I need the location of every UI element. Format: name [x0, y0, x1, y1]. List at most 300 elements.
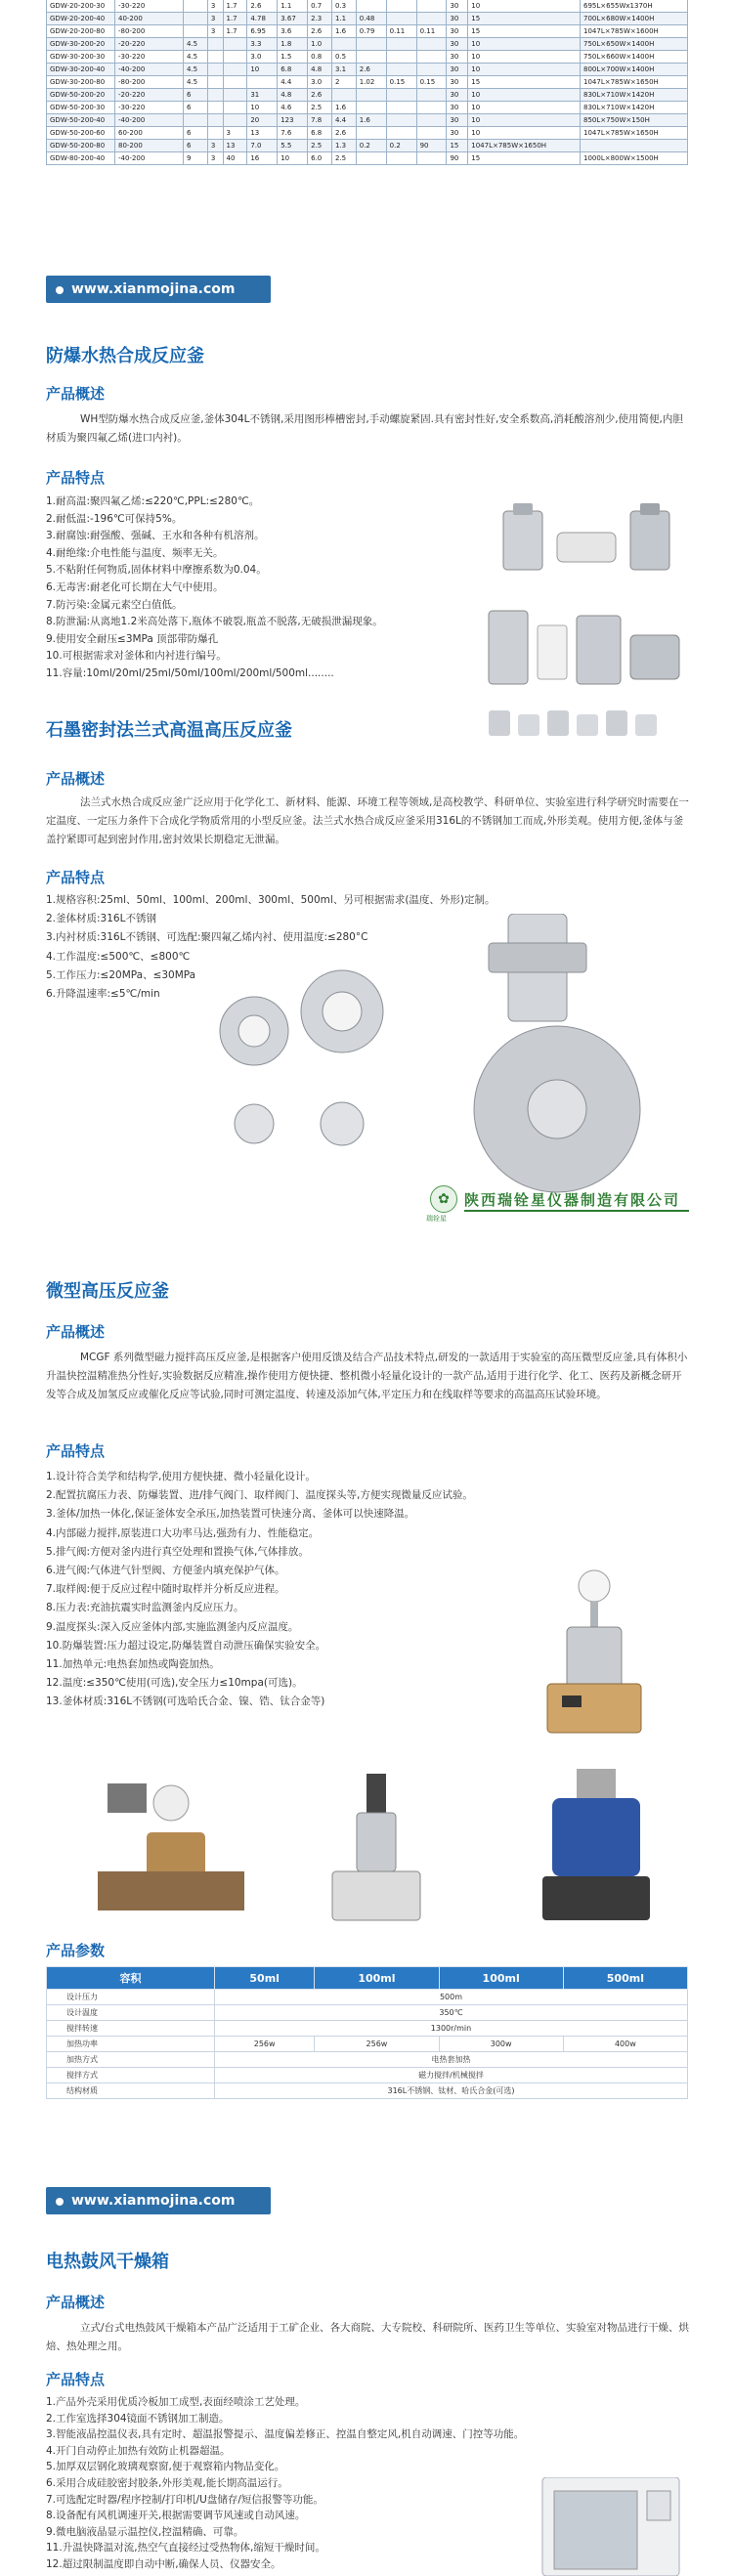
table-header-row	[47, 1967, 688, 1990]
table-cell: 0.79	[356, 25, 386, 38]
table-cell: 10	[247, 102, 278, 114]
flange-reactor-photo	[215, 914, 684, 1202]
table-cell: 30	[447, 102, 468, 114]
table-cell	[356, 38, 386, 51]
table-cell: 3.0	[247, 51, 278, 64]
table-header: 100ml	[439, 1967, 563, 1990]
table-cell	[386, 51, 416, 64]
table-cell	[416, 64, 447, 76]
stirred-reactor-photo	[323, 1769, 430, 1925]
table-row	[47, 64, 688, 76]
list-item: 3.釜体/加热一体化,保证釜体安全承压,加热装置可快速分离、釜体可以快速降温。	[46, 1508, 415, 1521]
table-cell: GDW-50-200-30	[47, 102, 115, 114]
table-cell: 1.6	[331, 102, 356, 114]
table-cell: 0.15	[416, 76, 447, 89]
table-cell: 4.5	[184, 76, 208, 89]
table-row	[47, 25, 688, 38]
table-cell: 3.0	[308, 76, 332, 89]
table-cell: 15	[468, 152, 581, 165]
table-cell: 750L×650W×1400H	[581, 38, 688, 51]
overview-text: WH型防爆水热合成反应釜,釜体304L不锈钢,采用图形棒槽密封,手动螺旋紧固.具有密封性好,安全系数高,消耗酸溶剂少,使用简便,内胆材质为聚四氟乙烯(进口内衬)。	[46, 413, 683, 444]
company-name: 陕西瑞铨星仪器制造有限公司	[464, 1191, 681, 1209]
table-cell: 10	[468, 51, 581, 64]
table-cell: 3	[207, 140, 223, 152]
table-cell: 9	[184, 152, 208, 165]
table-cell: 4.5	[184, 51, 208, 64]
table-cell	[207, 114, 223, 127]
list-item: 4.耐绝缘:介电性能与温度、频率无关。	[46, 546, 224, 559]
table-cell: 830L×710W×1420H	[581, 102, 688, 114]
table-cell	[207, 89, 223, 102]
table-cell: 40-200	[115, 13, 184, 25]
table-cell	[416, 51, 447, 64]
company-logo-icon: ✿	[430, 1185, 457, 1213]
table-cell: 10	[468, 89, 581, 102]
list-item: 6.采用合成硅胶密封胶条,外形美观,能长期高温运行。	[46, 2476, 288, 2489]
table-cell: 1047L×785W×1600H	[581, 25, 688, 38]
table-cell: 15	[468, 25, 581, 38]
row-label: 设计温度	[47, 2005, 215, 2021]
table-cell	[416, 38, 447, 51]
table-cell: GDW-30-200-20	[47, 38, 115, 51]
table-cell: 60-200	[115, 127, 184, 140]
list-item: 4.内部磁力搅拌,原装进口大功率马达,强劲有力、性能稳定。	[46, 1526, 320, 1539]
table-cell: 5.5	[278, 140, 308, 152]
list-item: 11.容量:10ml/20ml/25ml/50ml/100ml/200ml/500ml........	[46, 666, 334, 679]
list-item: 11.升温快降温对流,热空气直接经过受热物体,缩短干燥时间。	[46, 2542, 325, 2555]
list-item: 3.智能液晶控温仪表,具有定时、超温报警提示、温度偏差修正、控温自整定风,机自动调速、门控等功能。	[46, 2428, 525, 2441]
table-cell: 830L×710W×1420H	[581, 89, 688, 102]
table-cell: 695L×655Wx1370H	[581, 0, 688, 13]
table-cell: 10	[468, 38, 581, 51]
row-label: 设计压力	[47, 1990, 215, 2005]
table-cell: 0.3	[331, 0, 356, 13]
list-item: 2.釜体材质:316L不锈钢	[46, 913, 156, 925]
table-cell: 0.11	[416, 25, 447, 38]
table-cell: 16	[247, 152, 278, 165]
table-cell: 30	[447, 51, 468, 64]
jacketed-reactor-photo	[523, 1764, 669, 1925]
table-cell: 4.8	[308, 64, 332, 76]
table-cell: 13	[223, 140, 247, 152]
section-title: 电热鼓风干燥箱	[46, 2252, 169, 2272]
table-cell: 30	[447, 64, 468, 76]
overview-heading: 产品概述	[46, 1323, 106, 1341]
table-cell: 4.8	[278, 89, 308, 102]
list-item: 5.加厚双层钢化玻璃观察窗,便于观察箱内物品变化。	[46, 2461, 285, 2473]
table-cell	[331, 89, 356, 102]
table-cell: 15	[447, 140, 468, 152]
table-cell: 1047L×785W×1650H	[581, 76, 688, 89]
table-cell: 0.5	[331, 51, 356, 64]
section-title: 微型高压反应釜	[46, 1281, 169, 1302]
table-header: 50ml	[214, 1967, 314, 1990]
table-cell: 2.5	[308, 140, 332, 152]
table-cell	[207, 38, 223, 51]
overview-text: 立式/台式电热鼓风干燥箱本产品广泛适用于工矿企业、各大商院、大专院校、科研院所、医药卫生等单位、实验室对物品进行干燥、烘焙、热处理之用。	[46, 2322, 690, 2352]
table-cell	[223, 89, 247, 102]
section-title: 石墨密封法兰式高温高压反应釜	[46, 720, 292, 741]
features-list	[46, 1468, 473, 1712]
table-cell	[416, 152, 447, 165]
table-cell: 4.5	[184, 64, 208, 76]
table-cell: 0.2	[356, 140, 386, 152]
table-cell: 4.5	[184, 38, 208, 51]
table-cell	[356, 102, 386, 114]
table-row	[47, 2037, 688, 2052]
table-row	[47, 51, 688, 64]
table-cell: 30	[447, 25, 468, 38]
table-cell: 10	[468, 64, 581, 76]
row-label: 加热方式	[47, 2052, 215, 2068]
features-heading: 产品特点	[46, 1442, 106, 1460]
overview-heading: 产品概述	[46, 2294, 106, 2311]
list-item: 6.进气阀:气体进气针型阀、方便釜内填充保护气体。	[46, 1565, 285, 1577]
reactor-lineup-photo	[484, 708, 689, 738]
table-cell: 1047L×785W×1650H	[468, 140, 581, 152]
table-cell	[356, 89, 386, 102]
reactor-setup-photo	[88, 1774, 254, 1920]
table-cell: -30-220	[115, 102, 184, 114]
table-cell	[581, 140, 688, 152]
list-item: 2.配置抗腐压力表、防爆装置、进/排气阀门、取样阀门、温度探头等,方便实现微量反应试验。	[46, 1489, 473, 1502]
company-underline	[464, 1210, 689, 1212]
list-item: 4.开门自动停止加热有效防止机器超温。	[46, 2444, 231, 2457]
table-cell: 1.6	[356, 114, 386, 127]
table-cell: 1.7	[223, 25, 247, 38]
overview-heading: 产品概述	[46, 770, 106, 788]
table-cell: GDW-30-200-80	[47, 76, 115, 89]
table-cell	[207, 51, 223, 64]
table-cell	[356, 152, 386, 165]
overview-text: MCGF 系列微型磁力搅拌高压反应釜,是根据客户使用反馈及结合产品技术特点,研发的一款适用于实验室的高压微型反应釜,具有体积小升温快控温精准热分性好,实验数据反应精准,操作使用方便快捷、整机微小轻量化设计的一款产品,适用于进行化学、化工、医药及新概念研开发等合成及加氢反应或催化反应等试验,同时可测定温度、转速及添加气体,平定压力和在线取样等要求的高温高压试验环境。	[46, 1352, 688, 1400]
table-cell: 4.6	[278, 102, 308, 114]
features-heading: 产品特点	[46, 2371, 106, 2388]
row-label: 加热功率	[47, 2037, 215, 2052]
table-cell	[386, 114, 416, 127]
table-cell: 15	[468, 76, 581, 89]
list-item: 5.不粘附任何物质,固体材料中摩擦系数为0.04。	[46, 564, 267, 577]
table-row	[47, 2052, 688, 2068]
table-cell: 800L×700W×1400H	[581, 64, 688, 76]
table-cell: GDW-30-200-30	[47, 51, 115, 64]
table-cell: 1.1	[331, 13, 356, 25]
table-cell: 30	[447, 38, 468, 51]
table-cell: 1.7	[223, 0, 247, 13]
site-banner	[46, 276, 271, 303]
spec-table	[46, 0, 688, 165]
table-cell: 10	[468, 0, 581, 13]
table-cell: 6	[184, 102, 208, 114]
drying-oven-photo	[533, 2477, 689, 2576]
section-title: 防爆水热合成反应釜	[46, 346, 204, 366]
table-cell: 0.11	[386, 25, 416, 38]
table-cell: 2.6	[247, 0, 278, 13]
list-item: 5.排气阀:方便对釜内进行真空处理和置换气体,气体排放。	[46, 1545, 309, 1558]
table-cell: 15	[468, 13, 581, 25]
table-row	[47, 13, 688, 25]
table-row	[47, 2021, 688, 2037]
table-cell	[223, 64, 247, 76]
table-cell: 6	[184, 140, 208, 152]
table-cell: 256w	[214, 2037, 314, 2052]
table-cell: 30	[447, 127, 468, 140]
table-cell: GDW-50-200-20	[47, 89, 115, 102]
table-cell: 2.5	[331, 152, 356, 165]
list-item: 1.产品外壳采用优质冷板加工成型,表面经喷涂工艺处理。	[46, 2396, 306, 2408]
table-cell: 316L不锈钢、钛材、哈氏合金(可选)	[214, 2083, 687, 2099]
list-item: 5.工作压力:≤20MPa、≤30MPa	[46, 968, 196, 981]
table-row	[47, 2005, 688, 2021]
table-cell: 2	[331, 76, 356, 89]
list-item: 7.防污染:金属元素空白值低。	[46, 598, 183, 611]
table-cell: 10	[468, 127, 581, 140]
table-cell: 30	[447, 89, 468, 102]
table-cell: 4.4	[331, 114, 356, 127]
table-cell: 0.2	[386, 140, 416, 152]
table-cell	[416, 89, 447, 102]
list-item: 9.温度探头:深入反应釜体内部,实施监测釜内反应温度。	[46, 1620, 299, 1633]
table-row	[47, 38, 688, 51]
table-cell: 80-200	[115, 140, 184, 152]
banner-url: www.xianmojina.com	[71, 281, 236, 297]
table-cell	[223, 76, 247, 89]
list-item: 1.耐高温:聚四氟乙烯:≤220℃,PPL:≤280℃。	[46, 495, 260, 507]
table-cell	[356, 127, 386, 140]
table-row	[47, 89, 688, 102]
overview-text: 法兰式水热合成反应釜广泛应用于化学化工、新材料、能源、环境工程等领域,是高校教学、科研单位、实验室进行科学研究时需要在一定温度、一定压力条件下合成化学物质常用的小型反应釜。法兰式水热合成反应釜采用316L的不锈钢加工而成,外形美观。使用方便,釜体与釜盖拧紧即可起到密封作用,密封效果长期稳定无泄漏。	[46, 796, 689, 845]
table-cell: 1.1	[278, 0, 308, 13]
table-cell: 3	[207, 13, 223, 25]
table-cell	[207, 127, 223, 140]
param-heading: 产品参数	[46, 1942, 106, 1959]
table-cell	[207, 64, 223, 76]
list-item: 9.微电脑液晶显示温控仪,控温精确、可靠。	[46, 2525, 244, 2538]
table-row	[47, 2068, 688, 2083]
table-row	[47, 127, 688, 140]
table-cell: 1.02	[356, 76, 386, 89]
table-cell: 6	[184, 127, 208, 140]
table-cell: 2.6	[308, 25, 332, 38]
table-header: 100ml	[315, 1967, 439, 1990]
table-cell: 350℃	[214, 2005, 687, 2021]
table-cell	[223, 38, 247, 51]
table-cell: 1.7	[223, 13, 247, 25]
table-cell: 3	[207, 25, 223, 38]
table-cell: 300w	[439, 2037, 563, 2052]
table-cell: 0.48	[356, 13, 386, 25]
table-cell: 123	[278, 114, 308, 127]
table-cell: 3.3	[247, 38, 278, 51]
table-cell: 7.0	[247, 140, 278, 152]
table-cell: GDW-20-200-40	[47, 13, 115, 25]
table-row	[47, 140, 688, 152]
table-cell	[416, 114, 447, 127]
list-item: 6.升降温速率:≤5℃/min	[46, 988, 160, 1001]
table-cell: 30	[447, 0, 468, 13]
features-heading: 产品特点	[46, 869, 106, 886]
table-cell	[184, 25, 208, 38]
list-item: 8.设备配有风机调速开关,根据需要调节风速或自动风速。	[46, 2510, 306, 2522]
list-item: 11.加热单元:电热套加热或陶瓷加热。	[46, 1658, 220, 1671]
table-cell: 0.7	[308, 0, 332, 13]
param-table	[46, 1966, 688, 2099]
table-cell	[416, 0, 447, 13]
table-cell: 6.0	[308, 152, 332, 165]
table-cell: 2.6	[356, 64, 386, 76]
table-cell: -20-220	[115, 89, 184, 102]
table-cell: 90	[447, 152, 468, 165]
table-cell	[223, 114, 247, 127]
table-cell: -30-220	[115, 51, 184, 64]
table-cell: -40-200	[115, 64, 184, 76]
table-cell: 1300r/min	[214, 2021, 687, 2037]
table-cell	[184, 13, 208, 25]
features-list	[46, 2394, 524, 2573]
table-cell: 10	[278, 152, 308, 165]
table-cell: GDW-20-200-30	[47, 0, 115, 13]
table-cell: 256w	[315, 2037, 439, 2052]
table-cell: 30	[447, 76, 468, 89]
table-cell: 6.8	[308, 127, 332, 140]
table-cell	[416, 127, 447, 140]
table-cell: 1.5	[278, 51, 308, 64]
overview-heading: 产品概述	[46, 385, 106, 403]
site-banner	[46, 2187, 271, 2214]
table-cell	[356, 51, 386, 64]
table-cell: 700L×680W×1400H	[581, 13, 688, 25]
table-row	[47, 2083, 688, 2099]
table-cell	[386, 38, 416, 51]
list-item: 1.规格容积:25ml、50ml、100ml、200ml、300ml、500ml、另可根据需求(温度、外形)定制。	[46, 894, 496, 906]
table-cell: 31	[247, 89, 278, 102]
table-cell: -20-220	[115, 38, 184, 51]
table-cell: GDW-80-200-40	[47, 152, 115, 165]
table-cell	[223, 51, 247, 64]
table-cell: 10	[468, 114, 581, 127]
table-cell: GDW-50-200-60	[47, 127, 115, 140]
table-cell	[416, 102, 447, 114]
table-cell: 1.0	[308, 38, 332, 51]
list-item: 7.取样阀:便于反应过程中随时取样并分析反应进程。	[46, 1583, 285, 1596]
table-cell	[386, 13, 416, 25]
table-cell	[247, 76, 278, 89]
table-cell: 3.6	[278, 25, 308, 38]
reactor-photo	[484, 503, 689, 581]
table-cell: 1.6	[331, 25, 356, 38]
table-cell: 1000L×800W×1500H	[581, 152, 688, 165]
table-cell: 2.6	[308, 89, 332, 102]
table-cell: 850L×750W×150H	[581, 114, 688, 127]
table-cell: -40-200	[115, 152, 184, 165]
table-cell: 7.8	[308, 114, 332, 127]
table-cell: 0.15	[386, 76, 416, 89]
table-cell: 13	[247, 127, 278, 140]
table-cell: -80-200	[115, 76, 184, 89]
table-cell: 电热套加热	[214, 2052, 687, 2068]
table-row	[47, 1990, 688, 2005]
table-row	[47, 114, 688, 127]
table-cell: 1.8	[278, 38, 308, 51]
table-cell: 磁力搅拌/机械搅拌	[214, 2068, 687, 2083]
table-cell	[386, 102, 416, 114]
table-cell: 2.6	[331, 127, 356, 140]
table-cell	[416, 13, 447, 25]
table-cell: 6.95	[247, 25, 278, 38]
features-heading: 产品特点	[46, 469, 106, 487]
table-cell	[356, 0, 386, 13]
table-cell: GDW-30-200-40	[47, 64, 115, 76]
table-cell: 0.8	[308, 51, 332, 64]
table-cell: 7.6	[278, 127, 308, 140]
table-cell	[386, 0, 416, 13]
table-cell: 30	[447, 114, 468, 127]
list-item: 10.可根据需求对釜体和内衬进行编号。	[46, 650, 227, 663]
table-cell: 3.67	[278, 13, 308, 25]
micro-reactor-photo	[518, 1568, 669, 1739]
list-item: 3.内衬材质:316L不锈钢、可选配:聚四氟乙烯内衬、使用温度:≤280°C	[46, 931, 368, 944]
table-cell: GDW-20-200-80	[47, 25, 115, 38]
reactor-parts-photo	[484, 606, 689, 699]
list-item: 1.设计符合美学和结构学,使用方便快捷、微小轻量化设计。	[46, 1471, 316, 1482]
table-cell: 30	[447, 13, 468, 25]
table-cell: -80-200	[115, 25, 184, 38]
list-item: 10.防爆装置:压力超过设定,防爆装置自动泄压确保实验安全。	[46, 1639, 326, 1652]
list-item: 2.耐低温:-196℃可保持5%。	[46, 512, 183, 525]
list-item: 2.工作室选择304镜面不锈钢加工制造。	[46, 2412, 230, 2425]
table-row	[47, 0, 688, 13]
table-cell	[223, 102, 247, 114]
table-cell: 400w	[563, 2037, 687, 2052]
table-cell	[386, 64, 416, 76]
table-cell: 3.1	[331, 64, 356, 76]
table-cell: 10	[468, 102, 581, 114]
list-item: 3.耐腐蚀:耐强酸、强碱、王水和各种有机溶剂。	[46, 530, 265, 542]
list-item: 8.防泄漏:从离地1.2米高处落下,瓶体不破裂,瓶盖不脱落,无破损泄漏现象。	[46, 616, 383, 628]
table-cell: 4.78	[247, 13, 278, 25]
table-cell: 500m	[214, 1990, 687, 2005]
list-item: 12.温度:≤350℃使用(可选),安全压力≤10mpa(可选)。	[46, 1677, 303, 1690]
table-cell: 2.3	[308, 13, 332, 25]
list-item: 6.无毒害:耐老化可长期在大气中使用。	[46, 580, 224, 593]
table-cell: GDW-50-200-80	[47, 140, 115, 152]
table-cell: 3	[223, 127, 247, 140]
table-cell	[386, 127, 416, 140]
table-cell: 6	[184, 89, 208, 102]
table-cell	[386, 89, 416, 102]
table-cell	[386, 152, 416, 165]
table-cell: 3	[207, 0, 223, 13]
table-cell: 40	[223, 152, 247, 165]
list-item: 7.可选配定时器/程序控制/打印机/U盘储存/短信报警等功能。	[46, 2493, 323, 2506]
table-header: 500ml	[563, 1967, 687, 1990]
list-item: 12.超过限制温度即自动中断,确保人员、仪器安全。	[46, 2557, 281, 2570]
table-cell: 2.5	[308, 102, 332, 114]
table-header: 容积	[47, 1967, 215, 1990]
table-cell: 750L×660W×1400H	[581, 51, 688, 64]
table-cell: 6.8	[278, 64, 308, 76]
table-cell: -40-200	[115, 114, 184, 127]
table-cell: 4.4	[278, 76, 308, 89]
table-cell	[184, 0, 208, 13]
table-cell: -30-220	[115, 0, 184, 13]
table-cell: GDW-50-200-40	[47, 114, 115, 127]
banner-url: www.xianmojina.com	[71, 2193, 236, 2209]
features-list	[46, 494, 383, 683]
list-item: 9.使用安全耐压≤3MPa 顶部带防爆孔	[46, 632, 219, 645]
table-row	[47, 102, 688, 114]
table-cell	[331, 38, 356, 51]
